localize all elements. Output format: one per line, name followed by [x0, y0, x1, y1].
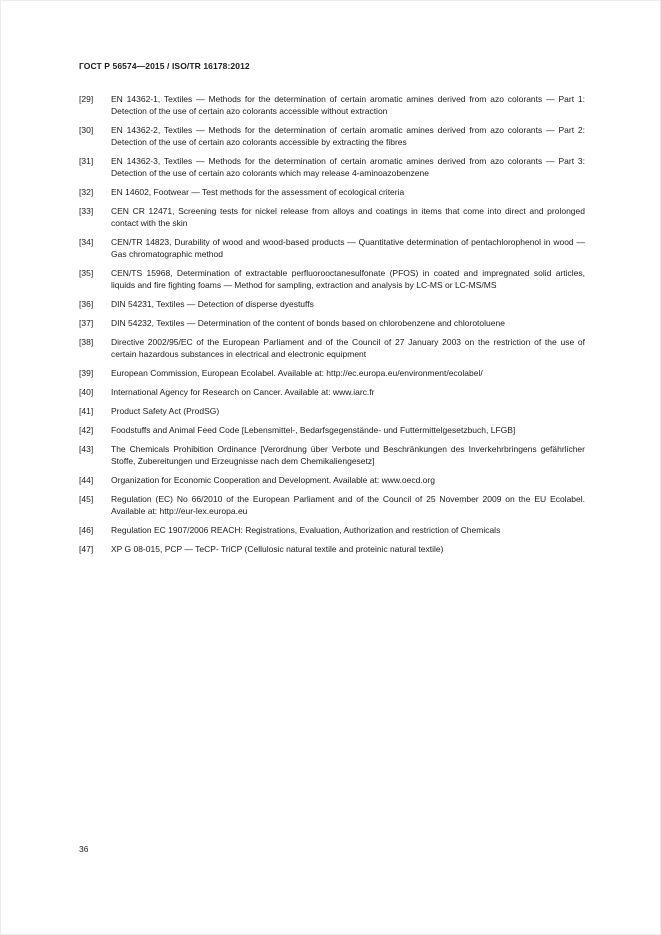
- reference-item: [79, 124, 585, 148]
- reference-item: [79, 493, 585, 517]
- reference-item: [79, 298, 585, 310]
- reference-number: [43]: [79, 444, 94, 454]
- reference-number: [45]: [79, 494, 94, 504]
- page-content: [79, 61, 585, 562]
- reference-text: CEN CR 12471, Screening tests for nickel release from alloys and coatings in items that come into direct and prolonged contact with the skin: [111, 206, 585, 228]
- reference-text: DIN 54231, Textiles — Detection of disperse dyestuffs: [111, 299, 314, 309]
- reference-number: [37]: [79, 318, 94, 328]
- reference-text: CEN/TR 14823, Durability of wood and wood-based products — Quantitative determination of pentachlorophenol in wood — Gas chromatographic method: [111, 237, 585, 259]
- reference-number: [42]: [79, 425, 94, 435]
- reference-text: EN 14602, Footwear — Test methods for the assessment of ecological criteria: [111, 187, 405, 197]
- reference-item: [79, 543, 585, 555]
- reference-text: Regulation (EC) No 66/2010 of the European Parliament and of the Council of 25 November 2009 on the EU Ecolabel. Available at: http://eur-lex.europa.eu: [111, 494, 585, 516]
- reference-number: [36]: [79, 299, 94, 309]
- reference-item: [79, 93, 585, 117]
- reference-item: [79, 267, 585, 291]
- reference-text: European Commission, European Ecolabel. Available at: http://ec.europa.eu/environment/ecolabel/: [111, 368, 483, 378]
- reference-text: Directive 2002/95/EC of the European Parliament and of the Council of 27 January 2003 on the restriction of the use of certain hazardous substances in electrical and electronic equipment: [111, 337, 585, 359]
- reference-number: [47]: [79, 544, 94, 554]
- reference-number: [32]: [79, 187, 94, 197]
- reference-text: Regulation EC 1907/2006 REACH: Registrations, Evaluation, Authorization and restriction of Chemicals: [111, 525, 501, 535]
- reference-number: [40]: [79, 387, 94, 397]
- reference-text: International Agency for Research on Cancer. Available at: www.iarc.fr: [111, 387, 375, 397]
- reference-number: [39]: [79, 368, 94, 378]
- reference-item: [79, 386, 585, 398]
- reference-text: Organization for Economic Cooperation and Development. Available at: www.oecd.org: [111, 475, 435, 485]
- reference-item: [79, 443, 585, 467]
- reference-text: CEN/TS 15968, Determination of extractable perfluorooctanesulfonate (PFOS) in coated and impregnated solid articles, liquids and fire fighting foams — Method for sampling, extraction and analysis by LC-MS or LC-MS/MS: [111, 268, 585, 290]
- reference-number: [31]: [79, 156, 94, 166]
- reference-number: [35]: [79, 268, 94, 278]
- reference-item: [79, 186, 585, 198]
- reference-text: XP G 08-015, PCP — TeCP- TriCP (Cellulosic natural textile and proteinic natural textile): [111, 544, 444, 554]
- reference-item: [79, 317, 585, 329]
- reference-item: [79, 367, 585, 379]
- reference-text: EN 14362-3, Textiles — Methods for the determination of certain aromatic amines derived from azo colorants — Part 3: Detection of the use of certain azo colorants which may release 4-aminoazobenzene: [111, 156, 585, 178]
- reference-number: [29]: [79, 94, 94, 104]
- reference-text: EN 14362-1, Textiles — Methods for the determination of certain aromatic amines derived from azo colorants — Part 1: Detection of the use of certain azo colorants accessible without extraction: [111, 94, 585, 116]
- reference-number: [30]: [79, 125, 94, 135]
- reference-text: EN 14362-2, Textiles — Methods for the determination of certain aromatic amines derived from azo colorants — Part 2: Detection of the use of certain azo colorants accessible by extracting the fibres: [111, 125, 585, 147]
- reference-text: Product Safety Act (ProdSG): [111, 406, 220, 416]
- reference-item: [79, 236, 585, 260]
- reference-item: [79, 205, 585, 229]
- reference-number: [41]: [79, 406, 94, 416]
- reference-number: [38]: [79, 337, 94, 347]
- page-number: 36: [79, 844, 89, 854]
- reference-item: [79, 474, 585, 486]
- reference-number: [46]: [79, 525, 94, 535]
- references-list: [79, 93, 585, 555]
- reference-number: [44]: [79, 475, 94, 485]
- reference-item: [79, 336, 585, 360]
- reference-number: [33]: [79, 206, 94, 216]
- reference-item: [79, 424, 585, 436]
- reference-item: [79, 155, 585, 179]
- document-header: ГОСТ Р 56574—2015 / ISO/TR 16178:2012: [79, 61, 250, 71]
- reference-text: The Chemicals Prohibition Ordinance [Verordnung über Verbote und Beschränkungen des Inverkehrbringens gefährlicher Stoffe, Zubereitungen und Erzeugnisse nach dem Chemikaliengesetz]: [111, 444, 585, 466]
- reference-item: [79, 405, 585, 417]
- reference-text: Foodstuffs and Animal Feed Code [Lebensmittel-, Bedarfsgegenstände- und Futtermittelgesetzbuch, LFGB]: [111, 425, 516, 435]
- reference-item: [79, 524, 585, 536]
- reference-number: [34]: [79, 237, 94, 247]
- reference-text: DIN 54232, Textiles — Determination of the content of bonds based on chlorobenzene and chlorotoluene: [111, 318, 505, 328]
